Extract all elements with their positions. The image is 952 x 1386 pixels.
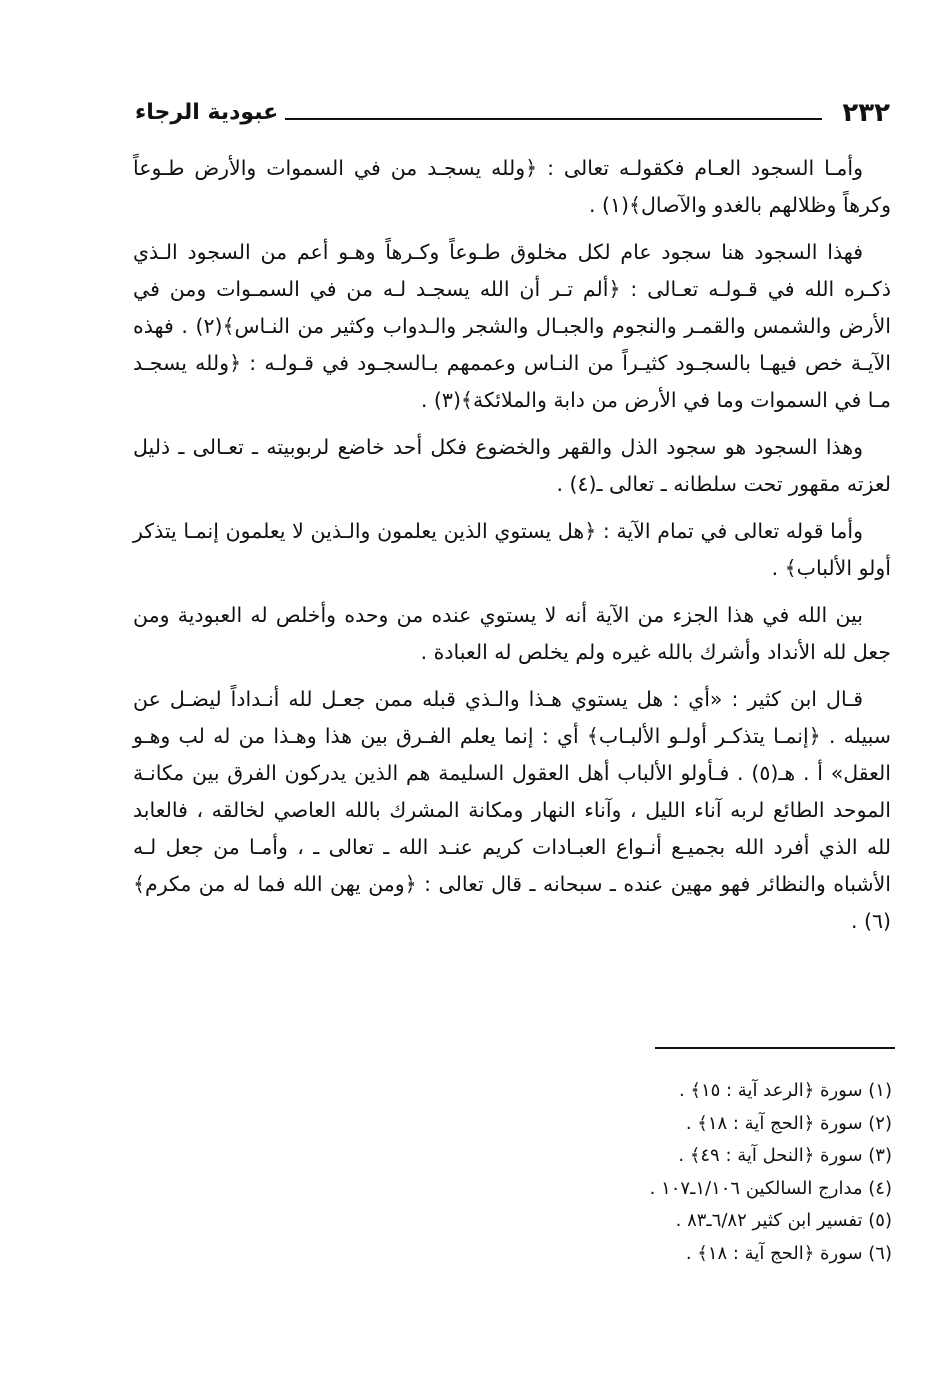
running-header <box>135 98 890 132</box>
footnote: (٤) مدارج السالكين ١/١٠٦ـ١٠٧ . <box>649 1177 892 1199</box>
page-number: ٢٣٢ <box>842 98 890 128</box>
running-title: عبودية الرجاء <box>135 100 279 125</box>
header-rule <box>285 118 822 120</box>
footnote: (٢) سورة ﴿الحج آية : ١٨﴾ . <box>685 1112 892 1134</box>
footnotes <box>400 1075 892 1270</box>
paragraph: وأما قوله تعالى في تمام الآية : ﴿هل يستوي الذين يعلمون والـذين لا يعلمون إنمـا يتذكر أولو الألباب﴾ . <box>133 519 891 580</box>
paragraph: قـال ابن كثير : «أي : هل يستوي هـذا والـذي قبله ممن جعـل لله أنـداداً ليضـل عن سبيله . ﴿إنمـا يتذكـر أولـو الألبـاب﴾ أي : إنما يعلم الفـرق بين هذا وهـذا من له لب وهـو العقل» أ . هـ(٥) . فـأولو الألباب أهل العقول السليمة هم الذين يدركون الفرق بين مكانـة الموحد الطائع لربه آناء الليل ، وآناء النهار ومكانة المشرك بالله العاصي لخالقه ، فالعابد لله الذي أفرد الله بجميـع أنـواع العبـادات كريم عنـد الله ـ تعالى ـ ، وأمـا من جعل لـه الأشباه والنظائر فهو مهين عنده ـ سبحانه ـ قال تعالى : ﴿ومن يهن الله فما له من مكرم﴾(٦) . <box>133 687 891 933</box>
paragraph: وهذا السجود هو سجود الذل والقهر والخضوع فكل أحد خاضع لربوبيته ـ تعـالى ـ ذليل لعزته مقهور تحت سلطانه ـ تعالى ـ(٤) . <box>133 435 891 496</box>
paragraph: وأمـا السجود العـام فكقولـه تعالى : ﴿ولله يسجـد من في السموات والأرض طـوعاً وكرهاً وظلالهم بالغدو والآصال﴾(١) . <box>133 156 891 217</box>
footnote: (٦) سورة ﴿الحج آية : ١٨﴾ . <box>685 1242 892 1264</box>
footnote: (١) سورة ﴿الرعد آية : ١٥﴾ . <box>678 1080 892 1101</box>
main-text <box>133 150 891 950</box>
footnote: (٣) سورة ﴿النحل آية : ٤٩﴾ . <box>678 1145 892 1166</box>
paragraph: بين الله في هذا الجزء من الآية أنه لا يستوي عنده من وحده وأخلص له العبودية ومن جعل لله الأنداد وأشرك بالله غيره ولم يخلص له العبادة . <box>133 603 891 664</box>
paragraph: فهذا السجود هنا سجود عام لكل مخلوق طـوعاً وكـرهاً وهـو أعم من السجود الـذي ذكـره الله في قـولـه تعـالى : ﴿ألم تـر أن الله يسجـد لـه من في السمـوات ومن في الأرض والشمس والقمـر والنجوم والجبـال والشجر والـدواب وكثير من النـاس﴾(٢) . فهذه الآيـة خص فيهـا بالسجـود كثيـراً من النـاس وعممهم بـالسجـود في قـولـه : ﴿ولله يسجـد مـا في السموات وما في الأرض من دابة والملائكة﴾(٣) . <box>133 240 891 412</box>
footnote-rule <box>655 1047 895 1049</box>
footnote: (٥) تفسير ابن كثير ٦/٨٢ـ٨٣ . <box>675 1210 892 1231</box>
